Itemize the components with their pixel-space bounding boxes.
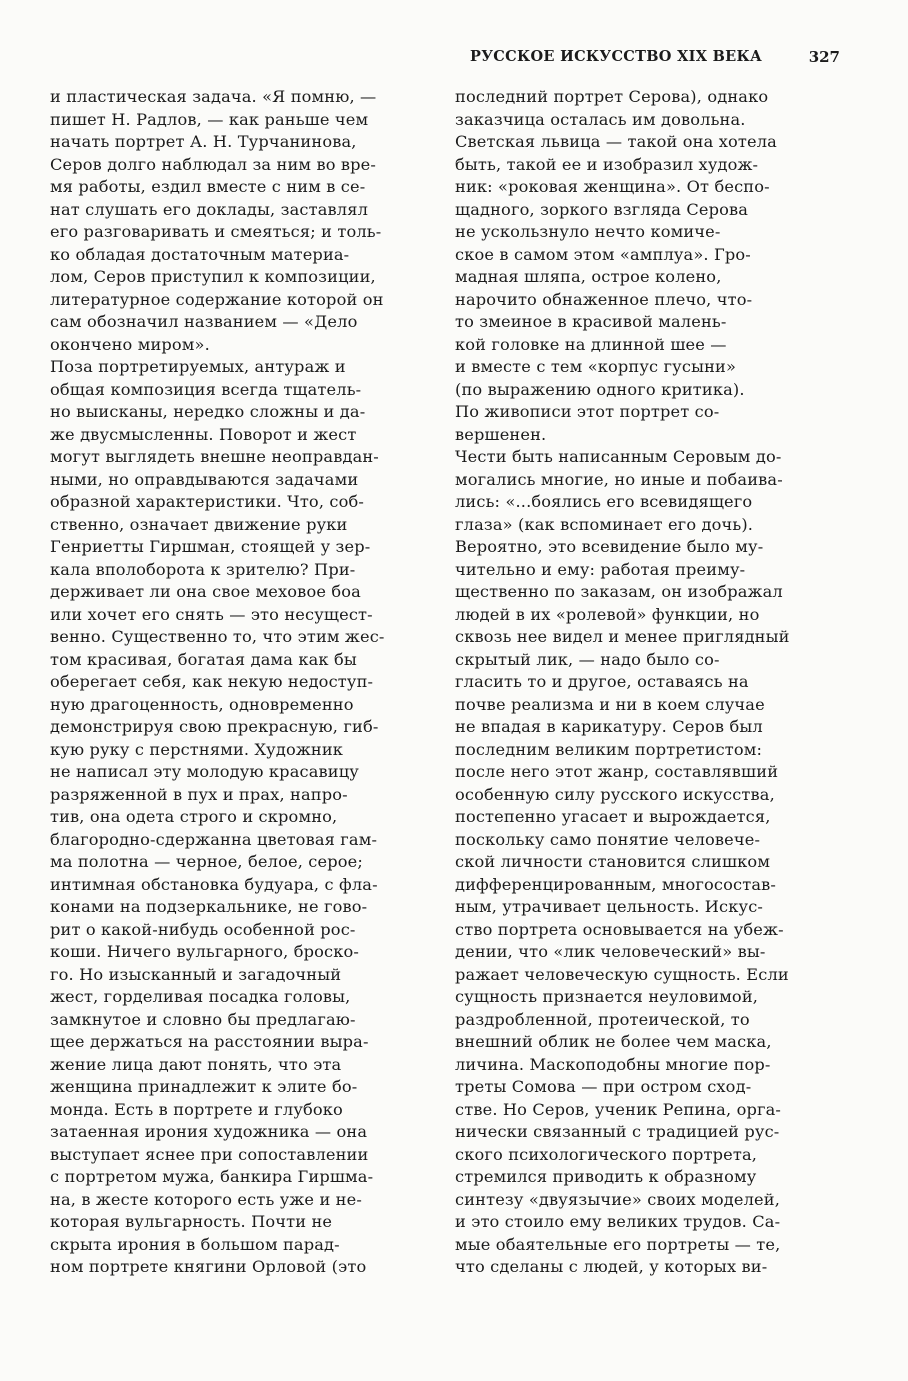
right-column (455, 86, 839, 1279)
text-line: коши. Ничего вульгарного, броско- (50, 942, 360, 961)
text-line: и вместе с тем «корпус гусыни» (455, 357, 737, 376)
text-line: ство портрета основывается на убеж- (455, 919, 784, 939)
text-line: мадная шляпа, острое колено, (455, 267, 722, 286)
text-line: могут выглядеть внешне неоправдан- (50, 447, 379, 466)
text-line: (по выражению одного критика). (455, 379, 745, 399)
text-line: быть, такой ее и изобразил худож- (455, 154, 759, 174)
page-header (440, 44, 840, 74)
text-line: ское в самом этом «амплуа». Гро- (455, 244, 751, 264)
text-line: щее держаться на расстоянии выра- (50, 1032, 369, 1051)
text-line: жение лица дают понять, что эта (50, 1054, 342, 1074)
text-line: кала вполоборота к зрителю? При- (50, 559, 356, 579)
text-line: но выисканы, нередко сложны и да- (50, 402, 366, 421)
text-line: личина. Маскоподобны многие пор- (455, 1054, 771, 1074)
text-line: скрыта ирония в большом парад- (50, 1234, 340, 1254)
text-line: литературное содержание которой он (50, 289, 384, 309)
text-line: постепенно угасает и вырождается, (455, 807, 771, 826)
text-line: вершенен. (455, 424, 547, 444)
text-line: начать портрет А. Н. Турчанинова, (50, 132, 357, 151)
text-line: ник: «роковая женщина». От беспо- (455, 177, 770, 196)
text-line: или хочет его снять — это несущест- (50, 604, 373, 624)
text-line: что сделаны с людей, у которых ви- (455, 1257, 768, 1276)
text-line: разряженной в пух и прах, напро- (50, 784, 348, 804)
text-line: Вероятно, это всевидение было му- (455, 537, 764, 556)
text-line: окончено миром». (50, 334, 210, 354)
page-number: 327 (808, 48, 840, 66)
text-line: благородно-сдержанна цветовая гам- (50, 829, 378, 849)
text-line: стве. Но Серов, ученик Репина, орга- (455, 1099, 782, 1119)
text-line: общая композиция всегда тщатель- (50, 379, 362, 399)
text-line: ную драгоценность, одновременно (50, 694, 354, 714)
text-line: сущность признается неуловимой, (455, 987, 759, 1006)
running-title: РУССКОЕ ИСКУССТВО XIX ВЕКА (470, 48, 763, 65)
text-line: замкнутое и словно бы предлагаю- (50, 1009, 356, 1029)
text-line: мя работы, ездил вместе с ним в се- (50, 177, 366, 196)
text-line: Светская львица — такой она хотела (455, 132, 777, 151)
text-line: на, в жесте которого есть уже и не- (50, 1189, 362, 1209)
text-line: нарочито обнаженное плечо, что- (455, 289, 753, 309)
text-line: лом, Серов приступил к композиции, (50, 267, 376, 286)
text-line: затаенная ирония художника — она (50, 1122, 368, 1141)
text-line: поскольку само понятие человече- (455, 829, 761, 849)
text-line: пишет Н. Радлов, — как раньше чем (50, 109, 369, 129)
text-line: мые обаятельные его портреты — те, (455, 1234, 781, 1254)
text-line: Поза портретируемых, антураж и (50, 357, 346, 376)
text-line: ственно, означает движение руки (50, 514, 348, 534)
text-line: сам обозначил названием — «Дело (50, 312, 358, 331)
text-line: кой головке на длинной шее — (455, 334, 727, 354)
text-line: же двусмысленны. Поворот и жест (50, 424, 357, 444)
text-line: глаза» (как вспоминает его дочь). (455, 514, 754, 534)
text-line: последним великим портретистом: (455, 739, 763, 759)
text-line: ского психологического портрета, (455, 1144, 758, 1164)
left-column (50, 86, 434, 1279)
text-line: внешний облик не более чем маска, (455, 1032, 772, 1051)
text-line: рит о какой-нибудь особенной рос- (50, 919, 356, 939)
text-line: ма полотна — черное, белое, серое; (50, 852, 363, 871)
text-line: последний портрет Серова), однако (455, 87, 769, 106)
text-line: венно. Существенно то, что этим жес- (50, 627, 385, 646)
text-line: ным, утрачивает цельность. Искус- (455, 897, 764, 916)
text-line: лись: «...боялись его всевидящего (455, 492, 753, 511)
text-line: ными, но оправдываются задачами (50, 469, 359, 489)
text-line: ской личности становится слишком (455, 852, 771, 871)
text-line: гласить то и другое, оставаясь на (455, 672, 749, 691)
text-line: чительно и ему: работая преиму- (455, 559, 746, 579)
text-line: Генриетты Гиршман, стоящей у зер- (50, 537, 371, 556)
text-line: тив, она одета строго и скромно, (50, 807, 338, 826)
text-line: скрытый лик, — надо было со- (455, 649, 720, 669)
text-line: могались многие, но иные и побаива- (455, 469, 783, 489)
text-line: Серов долго наблюдал за ним во вре- (50, 154, 377, 174)
text-line: нат слушать его доклады, заставлял (50, 199, 369, 219)
text-line: не впадая в карикатуру. Серов был (455, 717, 763, 736)
text-line: не ускользнуло нечто комиче- (455, 222, 721, 241)
text-line: демонстрируя свою прекрасную, гиб- (50, 717, 379, 736)
text-line: кую руку с перстнями. Художник (50, 739, 344, 759)
text-line: го. Но изысканный и загадочный (50, 964, 342, 984)
text-line: жест, горделивая посадка головы, (50, 987, 351, 1006)
text-line: и это стоило ему великих трудов. Са- (455, 1212, 781, 1231)
text-line: конами на подзеркальнике, не гово- (50, 897, 368, 916)
text-line: то змеиное в красивой малень- (455, 312, 727, 331)
text-line: держивает ли она свое меховое боа (50, 582, 361, 601)
text-line: монда. Есть в портрете и глубоко (50, 1099, 343, 1119)
text-line: ражает человеческую сущность. Если (455, 964, 789, 984)
text-line: дении, что «лик человеческий» вы- (455, 942, 766, 961)
text-line: щественно по заказам, он изображал (455, 582, 783, 601)
text-line: дифференцированным, многосостав- (455, 874, 777, 894)
text-line: которая вульгарность. Почти не (50, 1212, 333, 1231)
text-line: треты Сомова — при остром сход- (455, 1077, 752, 1096)
text-line: раздробленной, протеической, то (455, 1009, 750, 1029)
text-line: людей в их «ролевой» функции, но (455, 604, 760, 624)
text-line: интимная обстановка будуара, с фла- (50, 874, 378, 894)
text-line: щадного, зоркого взгляда Серова (455, 199, 749, 219)
text-line: после него этот жанр, составлявший (455, 762, 779, 781)
text-line: и пластическая задача. «Я помню, — (50, 87, 377, 106)
text-line: женщина принадлежит к элите бо- (50, 1077, 358, 1096)
text-line: не написал эту молодую красавицу (50, 762, 359, 781)
text-line: особенную силу русского искусства, (455, 784, 775, 804)
text-line: нически связанный с традицией рус- (455, 1122, 780, 1141)
text-line: почве реализма и ни в коем случае (455, 694, 765, 714)
text-line: стремился приводить к образному (455, 1167, 757, 1186)
text-line: образной характеристики. Что, соб- (50, 492, 365, 511)
text-line: ном портрете княгини Орловой (это (50, 1257, 367, 1276)
text-line: сквозь нее видел и менее приглядный (455, 627, 790, 646)
text-line: с портретом мужа, банкира Гиршма- (50, 1167, 374, 1186)
text-line: заказчица осталась им довольна. (455, 109, 746, 129)
text-line: оберегает себя, как некую недоступ- (50, 672, 374, 691)
text-line: синтезу «двуязычие» своих моделей, (455, 1189, 781, 1209)
text-line: выступает яснее при сопоставлении (50, 1144, 369, 1164)
text-line: ко обладая достаточным материа- (50, 244, 350, 264)
text-line: том красивая, богатая дама как бы (50, 649, 357, 669)
text-line: его разговаривать и смеяться; и толь- (50, 222, 382, 241)
text-line: Чести быть написанным Серовым до- (455, 447, 782, 466)
text-line: По живописи этот портрет со- (455, 402, 720, 421)
